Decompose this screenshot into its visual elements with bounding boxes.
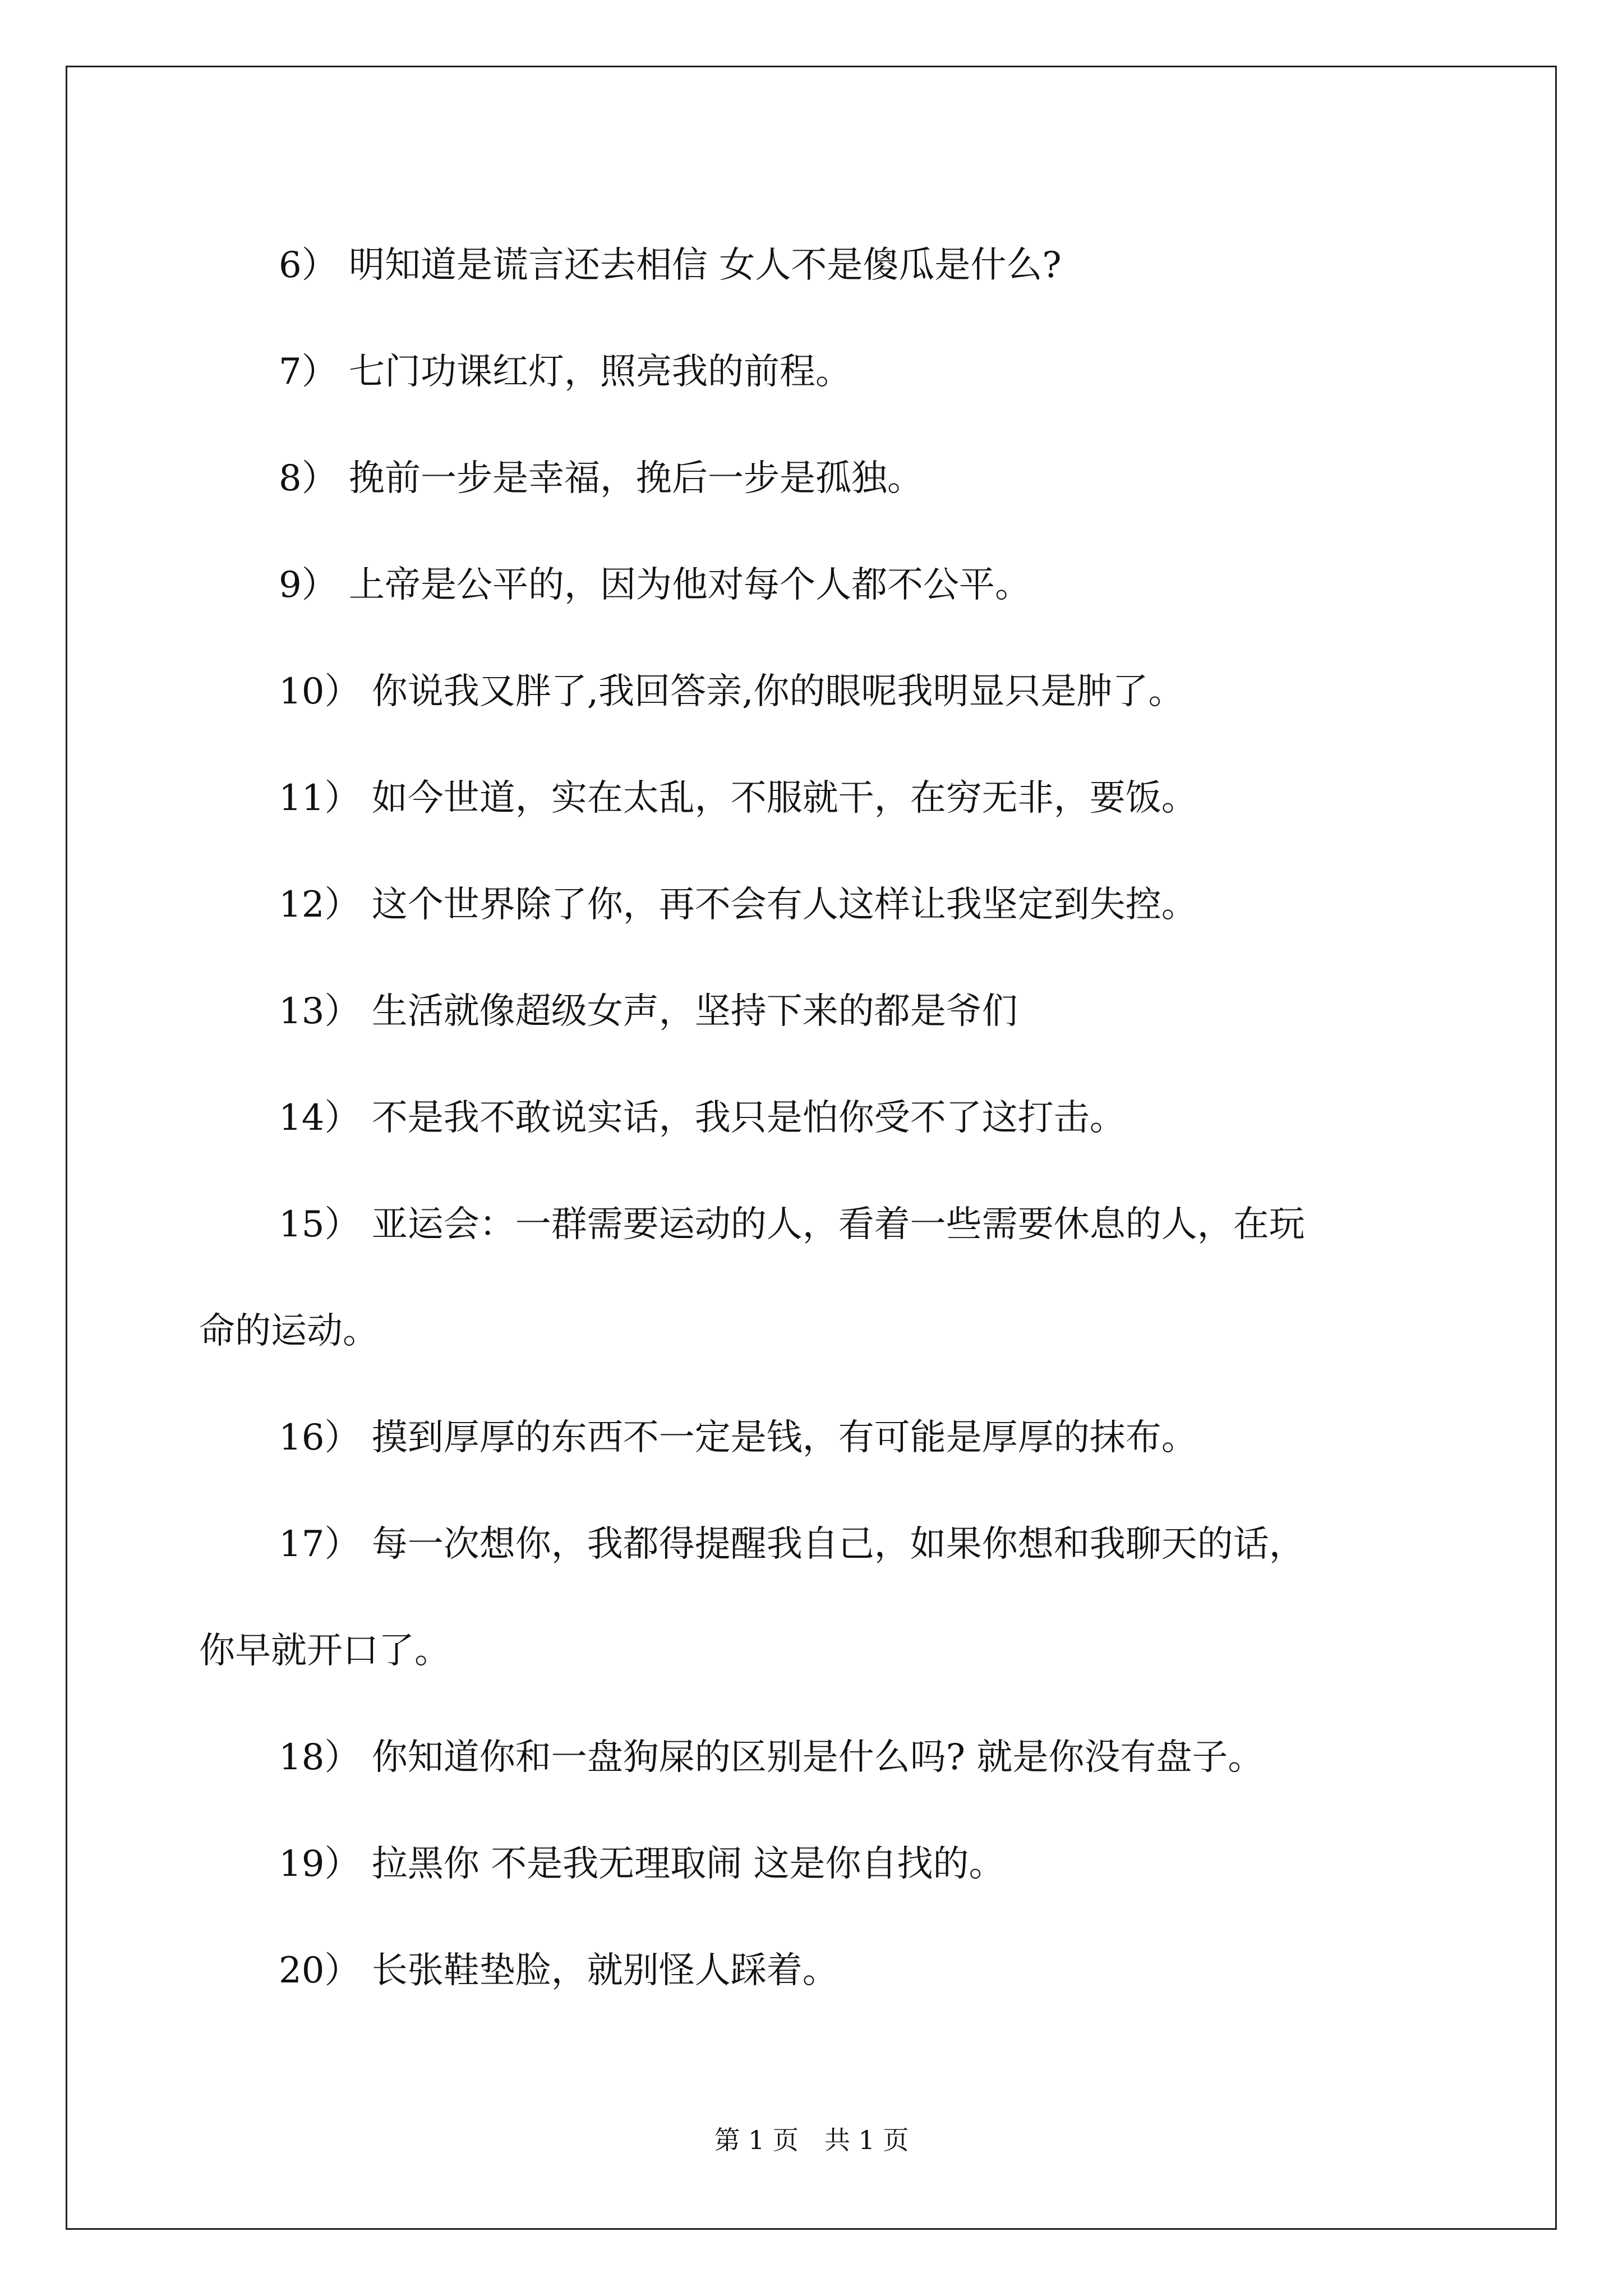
- paragraph-line-14: 你早就开口了。: [199, 1630, 450, 1672]
- paragraph-line-13: 17） 每一次想你，我都得提醒我自己，如果你想和我聊天的话，: [279, 1524, 1305, 1565]
- paragraph-line-5: 10） 你说我又胖了,我回答亲,你的眼呢我明显只是肿了。: [279, 671, 1184, 712]
- paragraph-line-1: 6） 明知道是谎言还去相信 女人不是傻瓜是什么?: [279, 245, 1062, 286]
- paragraph-line-12: 16） 摸到厚厚的东西不一定是钱，有可能是厚厚的抹布。: [279, 1417, 1197, 1458]
- paragraph-line-17: 20） 长张鞋垫脸，就别怪人踩着。: [279, 1950, 838, 1991]
- page-footer: 第 1 页 共 1 页: [714, 2125, 909, 2155]
- paragraph-line-16: 19） 拉黑你 不是我无理取闹 这是你自找的。: [279, 1843, 1005, 1885]
- document-body: [199, 212, 1433, 2063]
- paragraph-line-7: 12） 这个世界除了你，再不会有人这样让我坚定到失控。: [279, 884, 1197, 926]
- paragraph-line-8: 13） 生活就像超级女声，坚持下来的都是爷们: [279, 991, 1018, 1032]
- paragraph-line-10: 15） 亚运会：一群需要运动的人，看着一些需要休息的人，在玩: [279, 1204, 1305, 1245]
- paragraph-line-3: 8） 挽前一步是幸福，挽后一步是孤独。: [279, 458, 924, 499]
- paragraph-line-6: 11） 如今世道，实在太乱，不服就干，在穷无非，要饭。: [279, 777, 1197, 819]
- paragraph-line-11: 命的运动。: [199, 1310, 379, 1352]
- paragraph-line-4: 9） 上帝是公平的，因为他对每个人都不公平。: [279, 564, 1031, 606]
- paragraph-line-15: 18） 你知道你和一盘狗屎的区别是什么吗? 就是你没有盘子。: [279, 1737, 1264, 1778]
- paragraph-line-2: 7） 七门功课红灯，照亮我的前程。: [279, 351, 852, 393]
- paragraph-line-9: 14） 不是我不敢说实话，我只是怕你受不了这打击。: [279, 1097, 1126, 1139]
